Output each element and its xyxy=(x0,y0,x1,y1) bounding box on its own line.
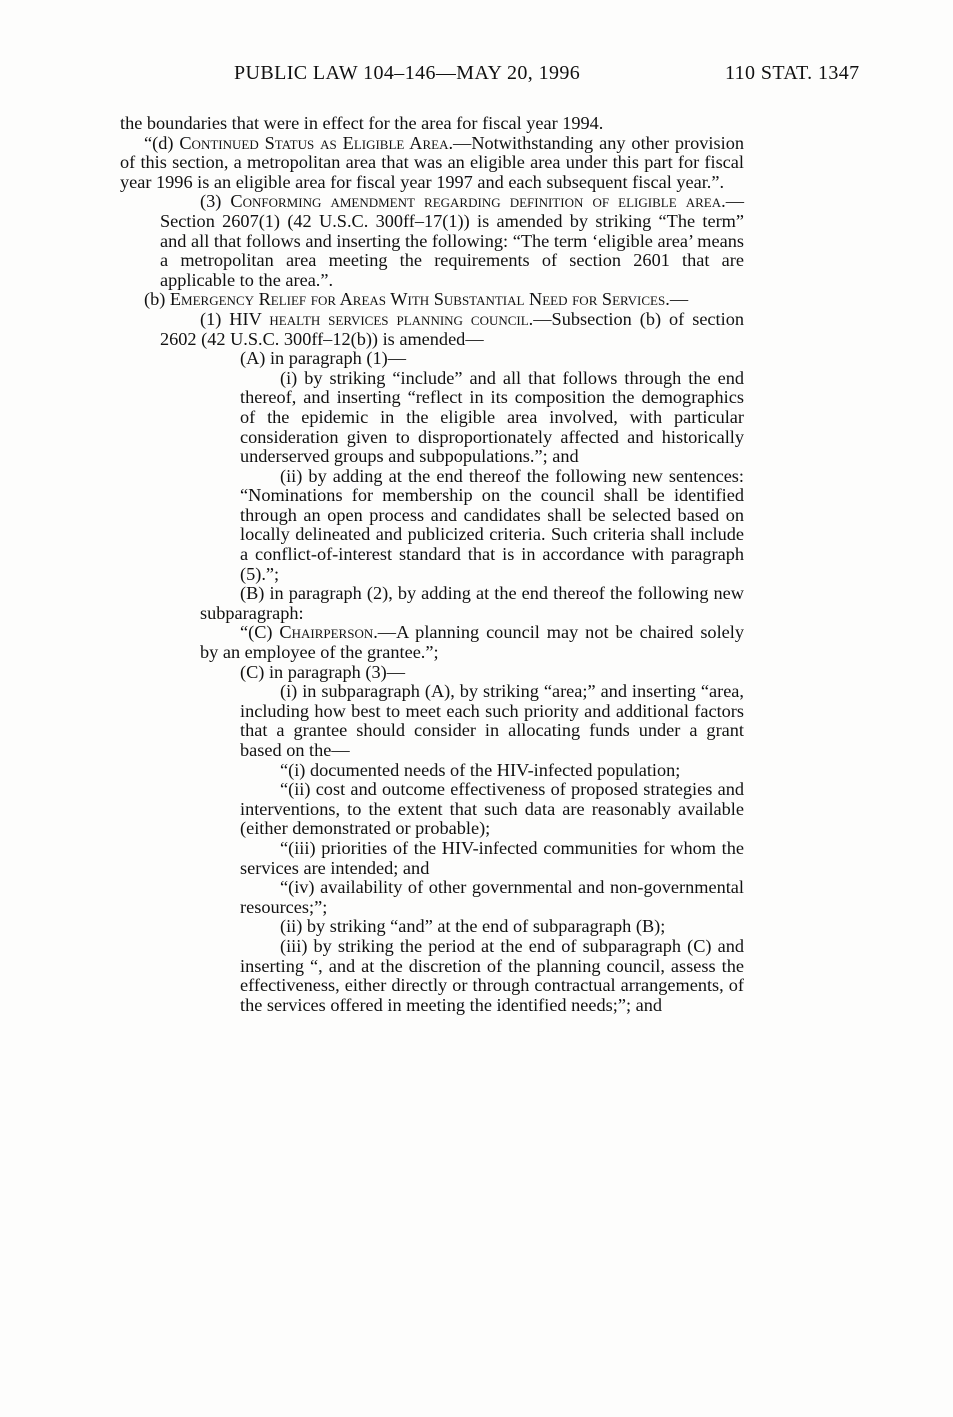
paragraph-text: —A planning council may not be chaired solely by an employee of the grantee.”; xyxy=(200,622,744,663)
paragraph-text: (i) by striking “include” and all that follows through the end thereof, and inserting “reflect in its composition the demographics of the epidemic in the eligible area involved, with particular consideration given to disproportionately affected and historically underserved groups and subpopulations.”; and xyxy=(240,367,744,467)
paragraph-chairperson xyxy=(120,623,744,662)
paragraph-text: (ii) by adding at the end thereof the following new sentences: “Nominations for membership on the council shall be identified through an open process and candidates shall be selected based on locally delineated and publicized criteria. Such criteria shall include a conflict-of-interest standard that is in accordance with paragraph (5).”; xyxy=(240,465,744,584)
paragraph-lead: (b) xyxy=(144,289,170,310)
paragraph-text: (i) in subparagraph (A), by striking “area;” and inserting “area, including how best to meet each such priority and additional factors that a grantee should consider in allocating funds under a grant based on the— xyxy=(240,681,744,760)
paragraph-heading: HIV health services planning council. xyxy=(229,308,534,329)
paragraph-text: —Section 2607(1) (42 U.S.C. 300ff–17(1)) is amended by striking “The term” and all that follows and inserting the following: “The term ‘eligible area’ means a metropolitan area meeting the requirements of section 2601 that are applicable to the area.”. xyxy=(160,191,744,290)
paragraph-lead: (3) xyxy=(200,191,231,212)
paragraph-planning-council xyxy=(120,310,744,349)
paragraph-subparagraph-a xyxy=(120,349,744,369)
paragraph-text: —Notwithstanding any other provision of this section, a metropolitan area that was an eligible area under this part for fiscal year 1996 is an eligible area for fiscal year 1997 and each subsequent fiscal year.”. xyxy=(120,132,744,192)
paragraph-heading: Conforming amendment regarding definition of eligible area. xyxy=(230,191,726,212)
paragraph-text: “(iv) availability of other governmental and non-governmental resources;”; xyxy=(240,877,744,917)
paragraph-heading: Emergency Relief for Areas With Substantial Need for Services. xyxy=(169,289,670,310)
paragraph-lead: (1) xyxy=(200,308,230,329)
paragraph-conforming-amendment xyxy=(120,192,744,290)
paragraph-item-iii xyxy=(120,839,744,878)
paragraph-item-ii xyxy=(120,780,744,839)
paragraph-heading: Continued Status as Eligible Area. xyxy=(179,132,454,153)
paragraph-text: the boundaries that were in effect for the area for fiscal year 1994. xyxy=(120,113,604,133)
paragraph-text: (A) in paragraph (1)— xyxy=(240,348,406,369)
running-header-title: PUBLIC LAW 104–146—MAY 20, 1996 xyxy=(234,62,581,84)
paragraph-text: — xyxy=(669,289,689,310)
paragraph-lead: “(C) xyxy=(240,622,280,643)
paragraph-clause-a-ii xyxy=(120,467,744,585)
paragraph-clause-c-ii xyxy=(120,917,744,937)
paragraph-text: —Subsection (b) of section 2602 (42 U.S.C. 300ff–12(b)) is amended— xyxy=(160,308,744,349)
paragraph-text: “(i) documented needs of the HIV-infected population; xyxy=(280,759,681,780)
paragraph-continuation xyxy=(120,114,744,134)
paragraph-item-i xyxy=(120,761,744,781)
paragraph-heading: Chairperson. xyxy=(279,622,378,643)
paragraph-clause-c-iii xyxy=(120,937,744,1015)
paragraph-text: “(iii) priorities of the HIV-infected communities for whom the services are intended; and xyxy=(240,837,744,878)
paragraph-lead: “(d) xyxy=(144,132,180,153)
paragraph-text: (iii) by striking the period at the end of subparagraph (C) and inserting “, and at the discretion of the planning council, assess the effectiveness, either directly or through contractual arrangements, of the services offered in meeting the identified needs;”; and xyxy=(240,935,744,1015)
paragraph-clause-c-i xyxy=(120,682,744,760)
running-header-stat-page: 110 STAT. 1347 xyxy=(725,62,860,84)
paragraph-text: (C) in paragraph (3)— xyxy=(240,661,405,682)
paragraph-text: (B) in paragraph (2), by adding at the end thereof the following new subparagraph: xyxy=(200,583,744,623)
paragraph-emergency-relief xyxy=(120,290,744,310)
paragraph-clause-a-i xyxy=(120,369,744,467)
paragraph-text: (ii) by striking “and” at the end of subparagraph (B); xyxy=(280,916,666,937)
paragraph-text: “(ii) cost and outcome effectiveness of proposed strategies and interventions, to the extent that such data are reasonably available (either demonstrated or probable); xyxy=(240,779,744,839)
paragraph-subparagraph-c xyxy=(120,663,744,683)
paragraph-item-iv xyxy=(120,878,744,917)
paragraph-continued-status xyxy=(120,134,744,193)
statute-body-text xyxy=(120,114,744,1015)
paragraph-subparagraph-b xyxy=(120,584,744,623)
